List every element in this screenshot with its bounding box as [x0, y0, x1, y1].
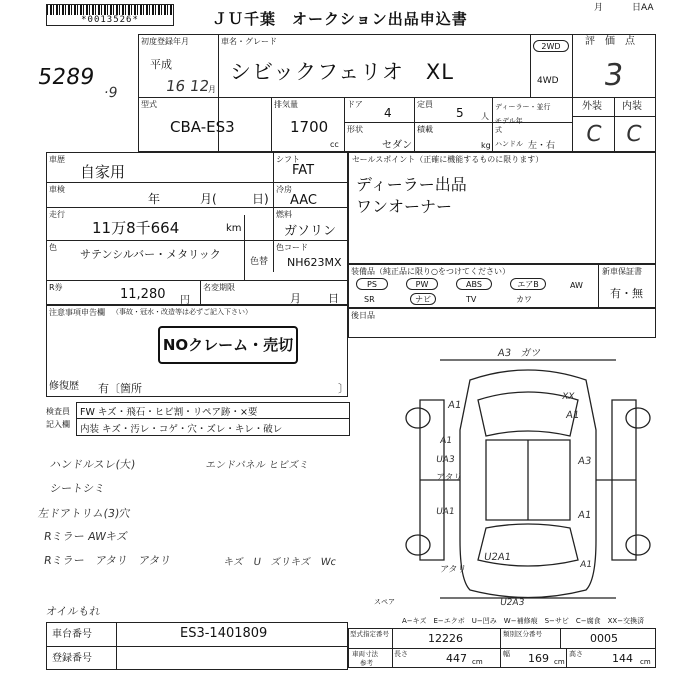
hand-note-7: キズ U ズリキズ Wc [222, 557, 337, 568]
inspection-day: 日) [252, 192, 269, 206]
rear-items-label: 後日品 [351, 311, 375, 320]
reg-month-unit: 月 [208, 85, 216, 94]
damage-legend: A−キズ E−エクボ U−凹み W−補修痕 S−サビ C−腐食 XX−交換済 [402, 617, 645, 625]
length-label: 長さ [394, 650, 408, 658]
car-name: シビックフェリオ XL [230, 60, 454, 84]
hand-note-1: ハンドルスレ(大) [49, 458, 137, 471]
displacement-label: 排気量 [274, 100, 298, 109]
load-unit: kg [481, 141, 491, 150]
repair-value: 有〔箇所 [98, 382, 142, 395]
recycle-unit: 円 [180, 295, 190, 306]
selling-points-label: セールスポイント（正確に機能するものに限ります） [352, 155, 544, 164]
dim-ref-label: 参考 [360, 659, 373, 667]
height-unit: cm [640, 658, 651, 666]
wheel-rl [406, 535, 430, 555]
height-value: 144 [612, 652, 633, 665]
displacement-value: 1700 [290, 118, 329, 136]
capacity-unit: 人 [481, 112, 489, 121]
equip-pw: PW [406, 278, 438, 290]
model-value: CBA-ES3 [170, 118, 235, 136]
reg-month: 12 [188, 77, 211, 95]
color-value: サテンシルバー・メタリック [80, 248, 221, 261]
diagram-mark-r-a3: A3 [577, 456, 592, 467]
wheel-fl [406, 408, 430, 428]
diagram-mark-front: A3 ガツ [496, 348, 542, 359]
model-year-label: モデル年式 [495, 117, 523, 134]
hand-note-2: シートシミ [49, 482, 106, 495]
rear-items-box [348, 308, 656, 338]
notes-label: 注意事項申告欄 [49, 308, 105, 317]
doors-label: ドア [347, 100, 363, 109]
form-title: ＪＵ千葉 オークション出品申込書 [212, 10, 468, 28]
wheel-rr [626, 535, 650, 555]
width-unit: cm [554, 658, 565, 666]
interior-grade: C [624, 122, 644, 147]
car-name-label: 車名・グレード [221, 37, 277, 46]
handle-label: ハンドル [495, 140, 523, 148]
ac-value: AAC [290, 193, 317, 208]
color-label: 色 [49, 243, 57, 252]
diagram-mark-rr-a1: A1 [579, 560, 593, 570]
diagram-mark-fr: A1 [565, 410, 580, 421]
shape-label: 形状 [347, 125, 363, 134]
length-value: 447 [446, 652, 467, 665]
name-change-month: 月 [290, 292, 301, 305]
lot-number: 5289 [36, 65, 96, 90]
color-code-label: 色コード [276, 243, 308, 252]
diagram-mark-l-ua3: UA3 [435, 455, 456, 465]
equip-tv: TV [466, 295, 477, 304]
grade-label: 評 価 点 [585, 36, 635, 47]
color-code-value: NH623MX [287, 256, 342, 269]
inspection-label: 車検 [49, 185, 65, 194]
wheel-fr [626, 408, 650, 428]
dealer-label: ディーラー・並行 [495, 103, 551, 111]
exterior-label: 外装 [582, 101, 602, 112]
repair-label: 修復歴 [49, 381, 79, 392]
hand-note-6: エンドパネル ヒビズミ [204, 460, 310, 471]
chassis-value: ES3-1401809 [180, 626, 268, 641]
inspector-label-1: 検査員 [46, 407, 70, 416]
shift-value: FAT [292, 163, 315, 178]
mileage-value: 11万8千664 [92, 219, 180, 237]
barcode-serial [46, 4, 174, 26]
handle-value: 左・右 [528, 141, 556, 151]
interior-label: 内装 [622, 101, 642, 112]
hand-note-5: Rミラー アタリ アタリ [43, 554, 172, 567]
reg-year: 16 [164, 77, 187, 95]
no-claim-stamp [158, 326, 298, 364]
load-label: 積載 [417, 125, 433, 134]
spare-label: スペア [374, 598, 395, 606]
reg-label: 初度登録年月 [141, 37, 189, 46]
diagram-mark-rl-atari: アタリ [439, 565, 467, 575]
inspector-row-2: 内装 キズ・汚レ・コゲ・穴・ズレ・キレ・破レ [80, 424, 283, 435]
class-label: 類別区分番号 [503, 630, 542, 638]
type-cert-value: 12226 [428, 632, 463, 645]
booklet-label: 新車保証書 [602, 267, 642, 276]
drive-4wd: 4WD [537, 76, 559, 86]
length-unit: cm [472, 658, 483, 666]
diagram-mark-l-atari: アタリ [435, 473, 463, 483]
dim-label: 車両寸法 [352, 650, 378, 658]
drive-2wd: 2WD [533, 40, 569, 52]
diagram-mark-fl: A1 [447, 400, 462, 411]
inspection-month: 月( [200, 192, 217, 206]
shift-label: シフト [276, 155, 300, 164]
mileage-unit: km [226, 223, 242, 234]
name-change-label: 名変期限 [203, 283, 235, 292]
recycle-value: 11,280 [120, 287, 166, 302]
class-value: 0005 [590, 632, 618, 645]
equip-abs: ABS [456, 278, 492, 290]
model-label: 型式 [141, 100, 157, 109]
diagram-mark-l-ua1: UA1 [435, 507, 456, 517]
diagram-mark-rear-u2a1: U2A1 [483, 552, 512, 563]
hand-note-8: オイルもれ [45, 605, 102, 618]
diagram-mark-xx: XX [561, 392, 576, 402]
booklet-value: 有・無 [610, 287, 643, 300]
hand-note-4: Rミラー AWキズ [43, 530, 129, 543]
serial-text: *0013526* [81, 15, 139, 25]
fuel-value: ガソリン [284, 224, 337, 239]
lot-suffix: ·9 [102, 85, 119, 101]
equip-aw: AW [570, 281, 583, 290]
ac-label: 冷房 [276, 185, 292, 194]
doors-value: 4 [384, 106, 392, 120]
inspection-year: 年 [148, 192, 161, 206]
name-change-day: 日 [328, 292, 339, 305]
no-claim-stamp-text: NOクレーム・売切 [162, 336, 294, 354]
shape-value: セダン [382, 140, 413, 151]
chassis-label: 車台番号 [52, 629, 92, 640]
color-change-label: 色替 [250, 257, 269, 267]
inspector-row-1: FW キズ・飛石・ヒビ割・リペア跡・×要 [80, 407, 258, 418]
recycle-label: R券 [49, 283, 63, 292]
width-value: 169 [528, 652, 549, 665]
capacity-value: 5 [456, 106, 464, 120]
grade-value: 3 [601, 58, 626, 93]
inspector-label-2: 記入欄 [46, 420, 70, 429]
mileage-label: 走行 [49, 210, 65, 219]
diagram-mark-rear-u2a3: U2A3 [499, 598, 525, 608]
plate-label: 登録番号 [52, 653, 92, 664]
header-month-label: 月 [594, 3, 604, 13]
notes-sub: （事故・冠水・改造等は必ずご記入下さい） [112, 308, 252, 316]
diagram-mark-r-a1: A1 [577, 510, 592, 521]
hand-note-3: 左ドアトリム(3)穴 [37, 507, 132, 520]
equip-airbag: エアB [510, 278, 546, 290]
history-label: 車歴 [49, 155, 65, 164]
equip-ps: PS [356, 278, 388, 290]
history-value: 自家用 [80, 163, 126, 181]
fuel-label: 燃料 [276, 210, 292, 219]
equip-sr: SR [364, 295, 375, 304]
equipment-label: 装備品（純正品に限り○をつけてください） [351, 267, 510, 276]
height-label: 高さ [569, 650, 583, 658]
equip-navi: ナビ [410, 293, 436, 305]
capacity-label: 定員 [417, 100, 433, 109]
exterior-grade: C [584, 122, 604, 147]
equip-leather: カワ [516, 295, 532, 304]
diagram-mark-rf: A1 [439, 436, 453, 446]
selling-point-1: ディーラー出品 [356, 175, 467, 194]
displacement-unit: cc [330, 140, 339, 149]
type-cert-label: 型式指定番号 [350, 630, 389, 638]
width-label: 幅 [503, 650, 510, 658]
reg-era: 平成 [150, 58, 172, 71]
selling-point-2: ワンオーナー [356, 197, 453, 216]
header-day-label: 日AA [632, 3, 654, 13]
repair-close: 〕 [338, 382, 349, 395]
